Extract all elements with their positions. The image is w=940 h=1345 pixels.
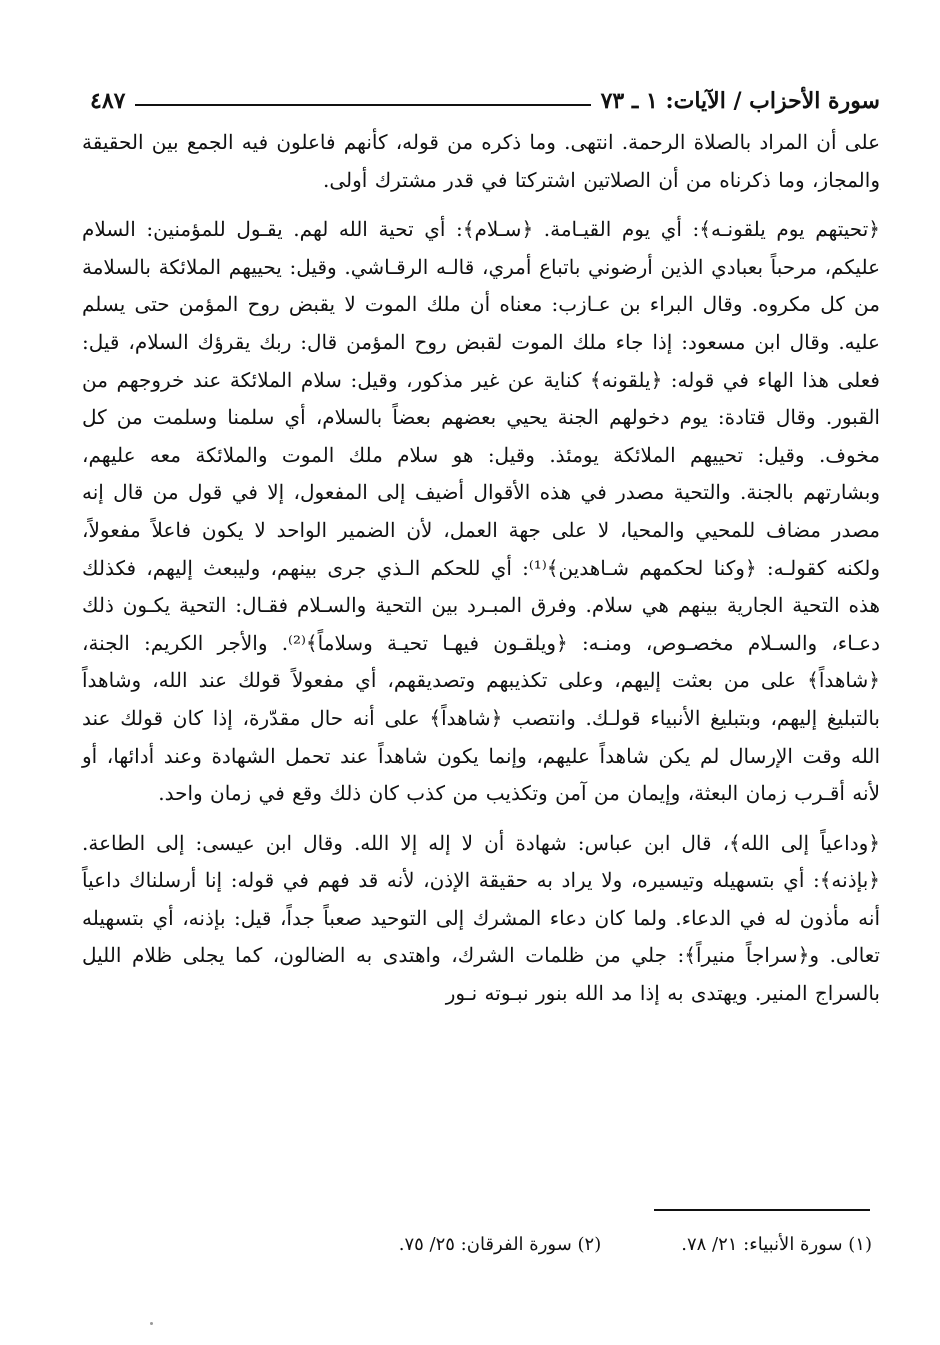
paragraph-1: على أن المراد بالصلاة الرحمة. انتهى. وما ذكره من قوله، كأنهم فاعلون فيه الجمع بين الحقيقة والمجاز، وما ذكرناه من أن الصلاتين اشتركتا في قدر مشترك أولى. bbox=[82, 130, 880, 192]
footnote-divider bbox=[654, 1209, 870, 1211]
paragraph-3: ﴿وداعياً إلى الله﴾، قال ابن عباس: شهادة أن لا إله إلا الله. وقال ابن عيسى: إلى الطاعة. ﴿بإذنه﴾: أي بتسهيله وتيسيره، ولا يراد به حقيقة الإذن، لأنه قد فهم في قوله: إنا أرسلناك داعياً أنه مأذون له في الدعاء. ولما كان دعاء المشرك إلى التوحيد صعباً جداً، قيل: بإذنه، أي بتسهيله تعالى. و﴿سراجاً منيراً﴾: جلي من ظلمات الشرك، واهتدى به الضالون، كما يجلى ظلام الليل بالسراج المنير. ويهتدى به إذا مد الله بنور نبـوته نـور bbox=[82, 830, 880, 1006]
page-body bbox=[82, 124, 880, 1013]
running-header bbox=[90, 78, 880, 114]
paragraph-2: ﴿تحيتهم يوم يلقونـه﴾: أي يوم القيـامة. ﴿سـلام﴾: أي تحية الله لهم. يقـول للمؤمنين: السلام عليكم، مرحباً بعبادي الذين أرضوني باتباع أمري، قالـه الرقـاشي. وقيل: يحييهم الملائكة بالسلامة من كل مكروه. وقال البراء بن عـازب: معناه أن ملك الموت لا يقبض روح المؤمن حتى يسلم عليه. وقال ابن مسعود: إذا جاء ملك الموت لقبض روح المؤمن قال: ربك يقرؤك السلام، قيل: فعلى هذا الهاء في قوله: ﴿يلقونه﴾ كناية عن غير مذكور، وقيل: سلام الملائكة عند خروجهم من القبور. وقال قتادة: يوم دخولهم الجنة يحيي بعضهم بعضاً بالسلام، أي سلمنا وسلمت من كل مخوف. وقيل: تحييهم الملائكة يومئذ. وقيل: هو سلام ملك الموت والملائكة معه عليهم، وبشارتهم بالجنة. والتحية مصدر في هذه الأقوال أضيف إلى المفعول، إلا في قول من قال إنه مصدر مضاف للمحيي والمحيا، لا على جهة العمل، لأن الضمير الواحد لا يكون فاعلاً مفعولاً، ولكنه كقولـه: ﴿وكنا لحكمهم شـاهدين﴾⁽¹⁾: أي للحكم الـذي جرى بينهم، وليبعث إليهم، فكذلك هذه التحية الجارية بينهم هي سلام. وفرق المبـرد بين التحية والسـلام فقـال: التحية يكـون ذلك دعـاء، والسـلام مخصـوص، ومنـه: ﴿ويلقـون فيهـا تحيـة وسلاماً﴾⁽²⁾. والأجر الكريم: الجنة، ﴿شاهداً﴾ على من بعثت إليهم، وعلى تكذيبهم وتصديقهم، أي مفعولاً قولك عند الله، وشاهداً بالتبليغ إليهم، وبتبليغ الأنبياء قولـك. وانتصب ﴿شاهداً﴾ على أنه حال مقدّرة، إذا كان قولك عند الله وقت الإرسال لم يكن شاهداً عليهم، وإنما يكون شاهداً عند تحمل الشهادة وعند أدائها، أو لأنه أقـرب زمان البعثة، وإيمان من آمن وتكذيب من كذب كان ذلك وقع في زمان واحد. bbox=[82, 217, 881, 806]
scan-speck bbox=[150, 1322, 153, 1325]
footnote-1: (١) سورة الأنبياء: ٢١/ ٧٨. bbox=[681, 1234, 872, 1255]
header-surah-title: سورة الأحزاب / الآيات: ١ ـ ٧٣ bbox=[600, 88, 880, 114]
footnote-2: (٢) سورة الفرقان: ٢٥/ ٧٥. bbox=[398, 1234, 602, 1255]
footnotes bbox=[170, 1234, 872, 1255]
header-rule bbox=[135, 104, 590, 106]
page-number: ٤٨٧ bbox=[90, 88, 126, 114]
